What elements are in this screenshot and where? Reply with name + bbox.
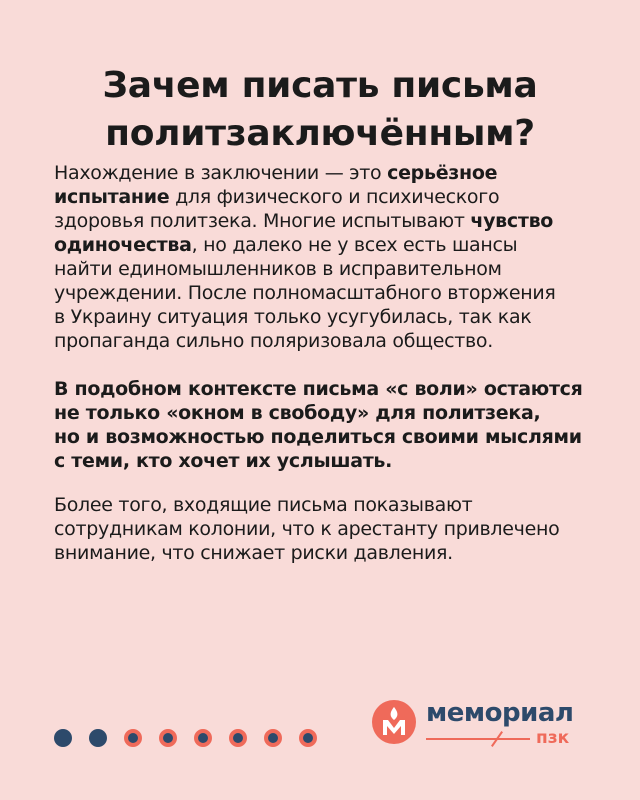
paragraph-context [54, 377, 594, 473]
paragraph-line: в Украину ситуация только усугубилась, так как [54, 306, 532, 328]
paragraph-line: с теми, кто хочет их услышать. [54, 450, 393, 472]
pagination-dot-6[interactable] [229, 729, 247, 747]
carousel-pagination [54, 729, 317, 747]
bold-text: одиночества [54, 234, 192, 256]
paragraph-line [54, 233, 594, 257]
text-span: для физического и психического [169, 186, 500, 208]
paragraph-line: но и возможностью поделиться своими мыслями [54, 426, 582, 448]
paragraph-line [54, 185, 594, 209]
memorial-logo [372, 694, 592, 758]
paragraph-conclusion [54, 493, 594, 565]
paragraph-line: найти единомышленников в исправительном [54, 258, 502, 280]
pagination-dot-1[interactable] [54, 729, 72, 747]
pagination-dot-2[interactable] [89, 729, 107, 747]
paragraph-line [54, 161, 594, 185]
paragraph-line: Более того, входящие письма показывают [54, 494, 473, 516]
logo-subtitle: пзк [536, 728, 570, 748]
page-title [0, 62, 640, 158]
pagination-dot-7[interactable] [264, 729, 282, 747]
bold-text: чувство [470, 210, 554, 232]
pagination-dot-3[interactable] [124, 729, 142, 747]
pagination-dot-5[interactable] [194, 729, 212, 747]
paragraph-line: сотрудникам колонии, что к арестанту привлечено [54, 518, 560, 540]
bold-text: серьёзное [387, 162, 498, 184]
paragraph-line: учреждении. После полномасштабного вторжения [54, 282, 556, 304]
pagination-dot-4[interactable] [159, 729, 177, 747]
paragraph-line: В подобном контексте письма «с воли» остаются [54, 378, 583, 400]
title-line-1: Зачем писать письма [102, 65, 538, 106]
candle-icon [372, 700, 416, 744]
paragraph-line: не только «окном в свободу» для политзека, [54, 402, 541, 424]
paragraph-line: внимание, что снижает риски давления. [54, 542, 453, 564]
paragraph-line: пропаганда сильно поляризовала общество. [54, 330, 493, 352]
bold-text: испытание [54, 186, 170, 208]
text-span: Нахождение в заключении — это [54, 162, 388, 184]
paragraph-intro [54, 161, 594, 353]
text-span: здоровья политзека. Многие испытывают [54, 210, 471, 232]
logo-divider [426, 738, 530, 740]
title-line-2: политзаключённым? [105, 113, 535, 154]
text-span: , но далеко не у всех есть шансы [191, 234, 518, 256]
logo-wordmark: мемориал [426, 698, 574, 728]
pagination-dot-8[interactable] [299, 729, 317, 747]
paragraph-line [54, 209, 594, 233]
